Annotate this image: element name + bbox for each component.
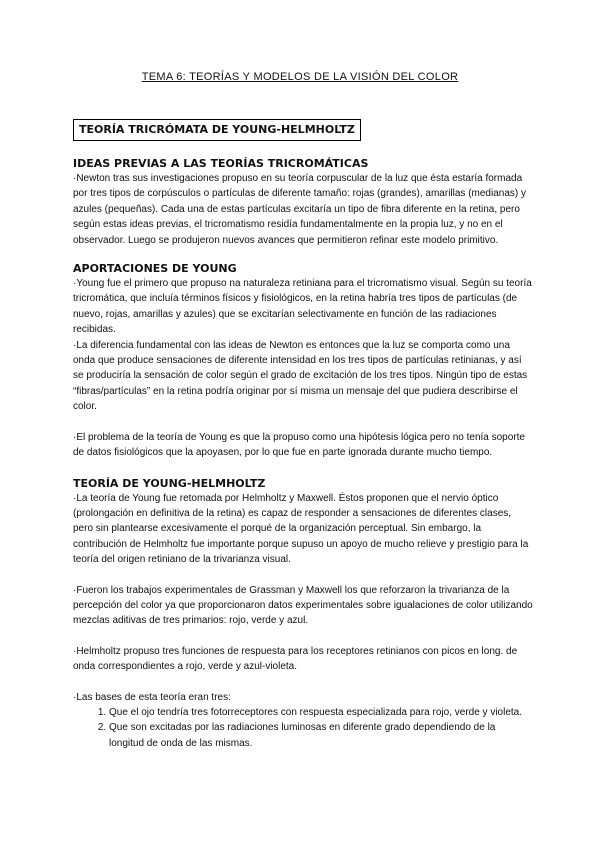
list-item: 2. Que son excitadas por las radiaciones luminosas en diferente grado dependiendo de la longitud de onda de las mismas. [109,720,533,751]
heading-ideas-previas: IDEAS PREVIAS A LAS TEORÍAS TRICROMÁTICAS [73,157,369,170]
paragraph-young-2: ·La diferencia fundamental con las ideas de Newton es entonces que la luz se comporta como una onda que produce sensaciones de diferente intensidad en los tres tipos de partículas retinianas, y así se produciría la sensación de color según el grado de excitación de los tres tipos. Ningún tipo de estas “fibras/partículas” en la retina podría originar por sí misma un mensaje del que pudiera describirse el color. [73,339,528,413]
bases-list [73,705,533,751]
paragraph-yh-2: ·Fueron los trabajos experimentales de Grassman y Maxwell los que reforzaron la trivarianza de la percepción del color ya que proporcionaron datos experimentales sobre igualaciones de color utilizando mezclas aditivas de tres primarios: rojo, verde y azul. [73,584,533,627]
heading-young-helmholtz: TEORÍA DE YOUNG-HELMHOLTZ [73,476,266,490]
list-item: 1. Que el ojo tendría tres fotorreceptores con respuesta especializada para rojo, verde y violeta. [109,705,533,720]
boxed-section-heading: TEORÍA TRICRÓMATA DE YOUNG-HELMHOLTZ [73,119,361,141]
paragraph-yh-1: ·La teoría de Young fue retomada por Helmholtz y Maxwell. Éstos proponen que el nervio óptico (prolongación en definitiva de la retina) es capaz de responder a sensaciones de diferentes clases, pero sin plantearse excesivamente el porqué de la organización perceptual. Sin embargo, la contribución de Helmholtz fue importante porque supuso un apoyo de mucho relieve y prestigio para la teoría del origen retiniano de la trivarianza visual. [73,492,529,566]
document-body [73,156,533,751]
paragraph-yh-4: ·Las bases de esta teoría eran tres: [73,691,231,703]
paragraph-newton: ·Newton tras sus investigaciones propuso en su teoría corpuscular de la luz que ésta estaría formada por tres tipos de corpúsculos o partículas de diferente tamaño: rojas (grandes), amarillas (medianas) y azules (pequeñas). Cada una de estas partículas excitaría un tipo de fibra diferente en la retina, pero según estas ideas previas, el tricromatismo residía fundamentalmente en la propia luz, y no en el observador. Luego se produjeron nuevos avances que permitieron refinar este modelo primitivo. [73,173,526,246]
paragraph-young-1: ·Young fue el primero que propuso na naturaleza retiniana para el tricromatismo visual. Según su teoría tricromática, que incluía términos físicos y fisiológicos, en la retina habría tres tipos de partículas (de nuevo, rojas, amarillas y azules) que se excitarían selectivamente en función de las radiaciones recibidas. [73,278,532,336]
heading-aportaciones-young: APORTACIONES DE YOUNG [73,262,237,276]
paragraph-young-3: ·El problema de la teoría de Young es que la propuso como una hipótesis lógica pero no tenía soporte de datos fisiológicos que la apoyasen, por lo que fue en parte ignorada durante mucho tiempo. [73,431,525,459]
paragraph-yh-3: ·Helmholtz propuso tres funciones de respuesta para los receptores retinianos con picos en long. de onda correspondientes a rojo, verde y azul-violeta. [73,645,518,673]
page-title: TEMA 6: TEORÍAS Y MODELOS DE LA VISIÓN DEL COLOR [141,71,459,83]
